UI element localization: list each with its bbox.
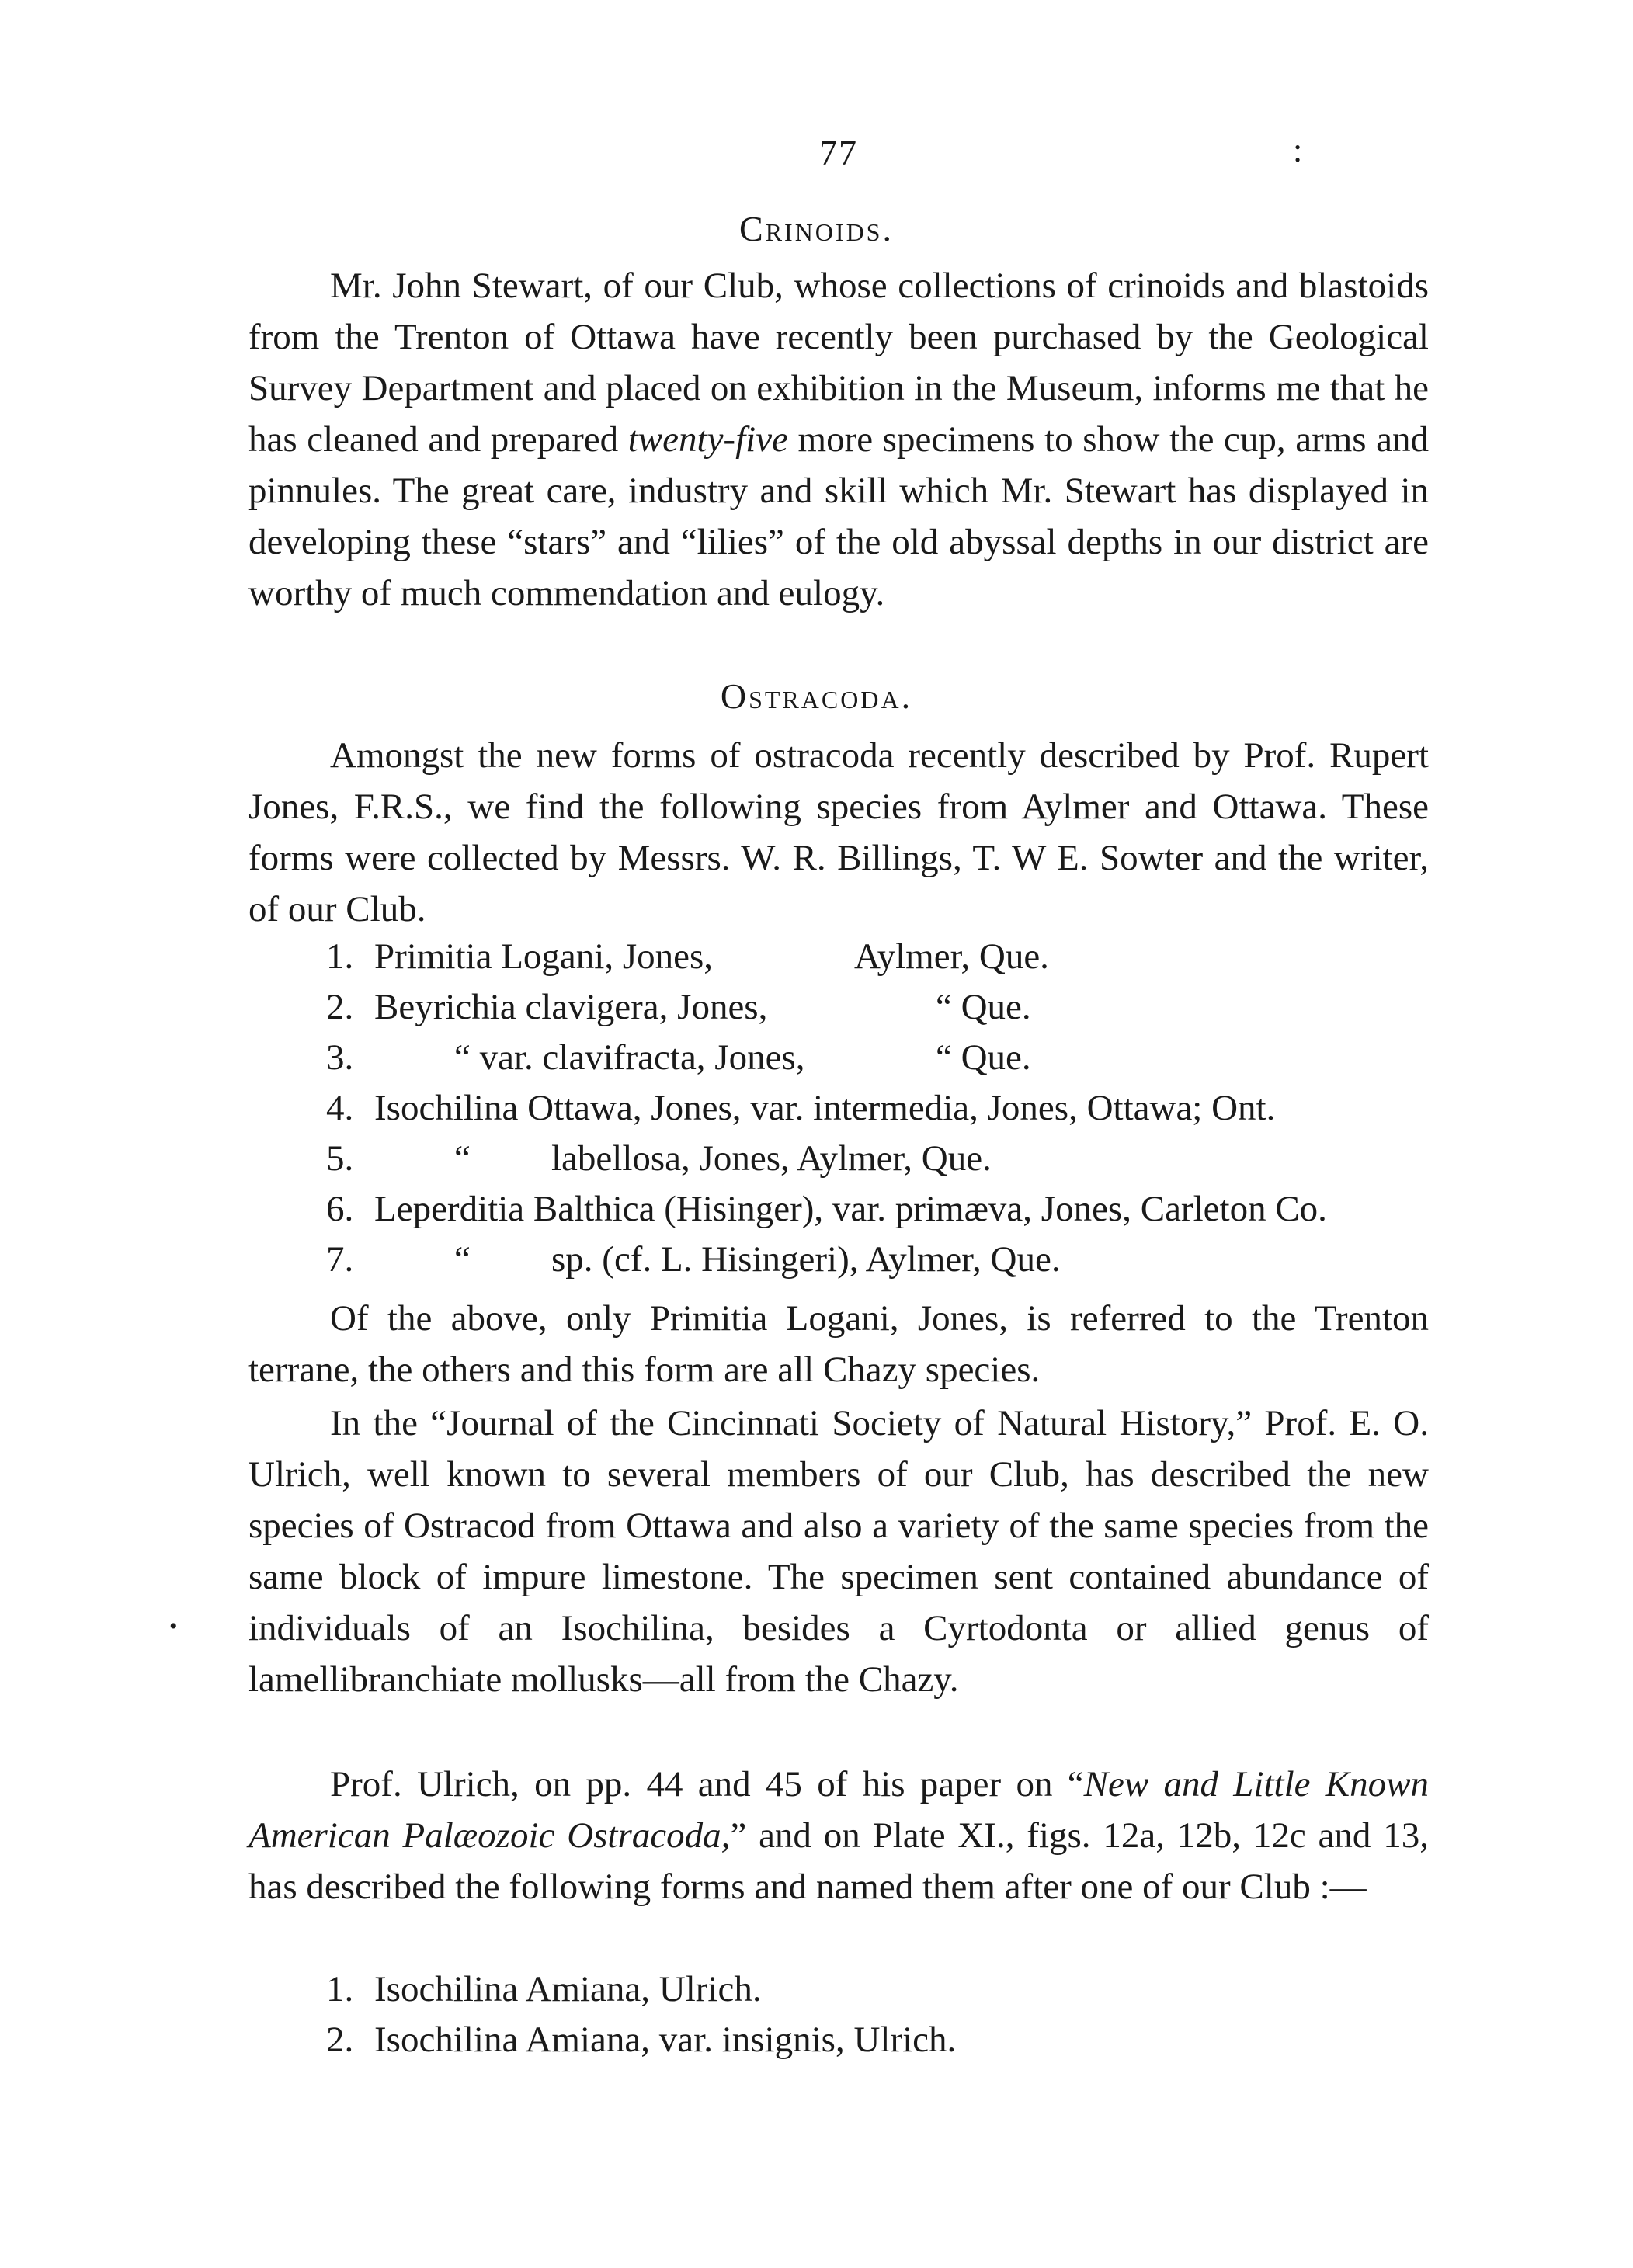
species-number: 6.: [326, 1189, 354, 1229]
species-number: 2.: [326, 987, 354, 1027]
species-number: 7.: [326, 1239, 354, 1280]
species-name: Isochilina Ottawa, Jones, var. intermedia, Jones, Ottawa; Ont.: [374, 1088, 1276, 1128]
species-name: Primitia Logani, Jones,: [374, 936, 714, 977]
species-name: Beyrichia clavigera, Jones,: [374, 987, 768, 1027]
crinoids-text: Mr. John Stewart, of our Club, whose collections of crinoids and blastoids from the Trenton of Ottawa have recently been purchased by the Geological Survey Department and placed on exhibition in the Museum, informs me that he has cleaned and prepared: [248, 266, 1429, 460]
margin-dot: •: [169, 1613, 178, 1639]
ulrich-paper-section: [248, 1759, 1429, 1912]
ulrich-paper-title: New and Little Known American Palæozoic Ostracoda,: [248, 1764, 1430, 1856]
crinoids-text-end: more specimens to show the cup, arms and pinnules. The great care, industry and skill which Mr. Stewart has displayed in developing these “stars” and “lilies” of the old abyssal depths in our district are worthy of much commendation and eulogy.: [248, 419, 1430, 613]
species-name: “: [454, 1138, 471, 1179]
crinoids-paragraph: [248, 260, 1429, 619]
species-number: 2.: [326, 2020, 354, 2060]
ostracoda-intro-section: [248, 730, 1429, 935]
ulrich-paragraph: In the “Journal of the Cincinnati Society of Natural History,” Prof. E. O. Ulrich, well known to several members of our Club, has described the new species of Ostracod from Ottawa and also a variety of the same species from the same block of impure limestone. The specimen sent contained abundance of individuals of an Isochilina, besides a Cyrtodonta or allied genus of lamellibranchiate mollusks—all from the Chazy.: [248, 1403, 1429, 1700]
after-list-paragraph: Of the above, only Primitia Logani, Jones, is referred to the Trenton terrane, the others and this form are all Chazy species.: [248, 1298, 1429, 1390]
species-number: 1.: [326, 1969, 354, 2009]
ulrich-section: [248, 1398, 1429, 1705]
species-locality: sp. (cf. L. Hisingeri), Aylmer, Que.: [551, 1239, 1061, 1280]
species-number: 4.: [326, 1088, 354, 1128]
ulrich-paper-text-end: ” and on Plate XI., figs. 12a, 12b, 12c and 13, has described the following forms and named them after one of our Club :—: [248, 1815, 1429, 1907]
species-number: 3.: [326, 1037, 354, 1078]
page-number: 77: [819, 133, 858, 172]
margin-mark: :: [1293, 131, 1303, 169]
ulrich-paper-paragraph: [248, 1759, 1429, 1912]
species-name: “ var. clavifracta, Jones,: [454, 1037, 805, 1078]
species-name: Isochilina Amiana, Ulrich.: [374, 1969, 762, 2009]
species-locality: “ Que.: [936, 987, 1031, 1027]
species-locality: Aylmer, Que.: [854, 936, 1049, 977]
species-name: Leperditia Balthica (Hisinger), var. primæva, Jones, Carleton Co.: [374, 1189, 1327, 1229]
species-locality: labellosa, Jones, Aylmer, Que.: [551, 1138, 992, 1179]
species-locality: “ Que.: [936, 1037, 1031, 1078]
crinoids-heading: Crinoids.: [739, 209, 894, 248]
species-name: Isochilina Amiana, var. insignis, Ulrich.: [374, 2020, 957, 2060]
ostracoda-heading: Ostracoda.: [720, 676, 913, 716]
species-name: “: [454, 1239, 471, 1280]
ostracoda-intro: Amongst the new forms of ostracoda recently described by Prof. Rupert Jones, F.R.S., we find the following species from Aylmer and Ottawa. These forms were collected by Messrs. W. R. Billings, T. W E. Sowter and the writer, of our Club.: [248, 735, 1429, 929]
species-number: 5.: [326, 1138, 354, 1179]
after-list-section: [248, 1293, 1429, 1395]
ulrich-paper-text: Prof. Ulrich, on pp. 44 and 45 of his paper on “: [330, 1764, 1084, 1804]
crinoids-italic-text: twenty-five: [627, 419, 788, 460]
crinoids-section: [248, 260, 1429, 619]
species-number: 1.: [326, 936, 354, 977]
